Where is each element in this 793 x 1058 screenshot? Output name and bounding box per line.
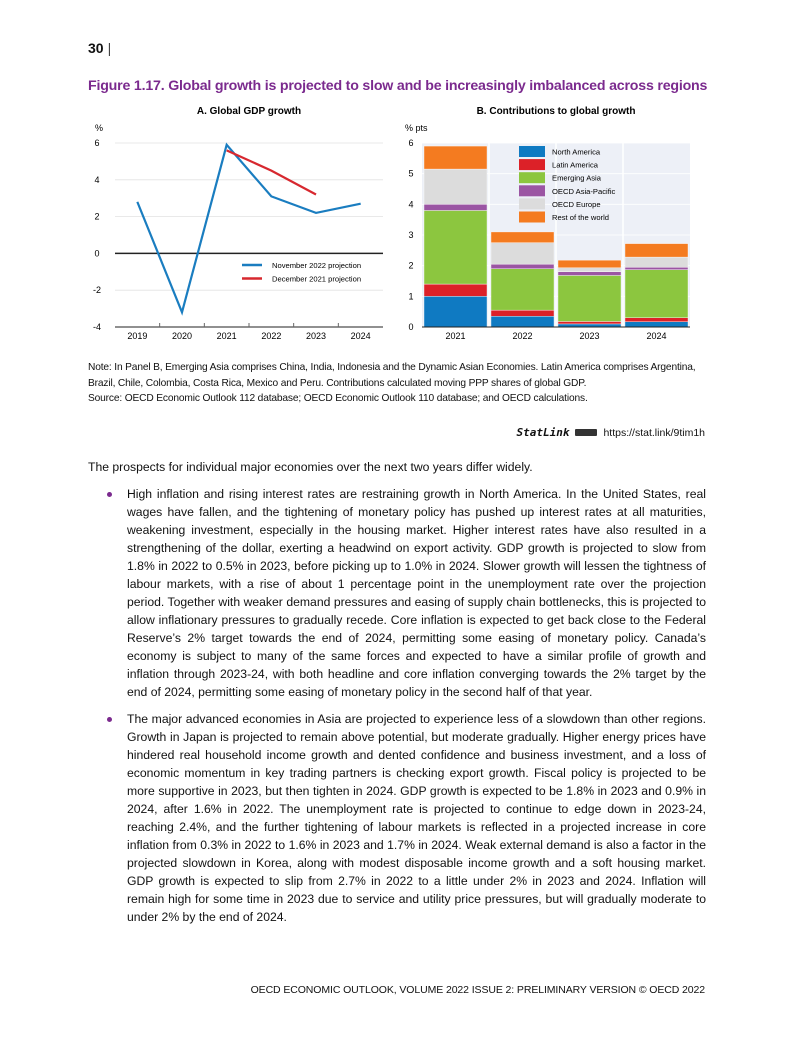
figure-title: Figure 1.17. Global growth is projected to slow and be increasingly imbalanced across regions <box>88 78 708 94</box>
legend-label: December 2021 projection <box>272 274 362 284</box>
y-tick-label: -4 <box>92 322 102 332</box>
bullet-text: High inflation and rising interest rates are restraining growth in North America. In the United States, real wages have fallen, and the tightening of monetary policy has pushed up interest rates at all maturities, weakening investment, especially in the housing market. Higher interest rates have also resulted in a strengthening of the dollar, exerting a headwind on export activity. GDP growth is projected to slow from 1.8% in 2022 to 0.5% in 2023, before picking up to 1.0% in 2024. Slower growth will lessen the tightness of labour markets, with a rise of about 1 percentage point in the unemployment rate over the projection period. Together with weaker demand pressures and easing of supply chain bottlenecks, this is projected to allow inflationary pressures to gradually recede. Core inflation is expected to get back close to the Federal Reserve’s 2% target towards the end of 2024, permitting some easing of monetary policy. Canada’s economy is subject to many of the same forces and expected to have a similar profile of growth and inflation through 2023-24, with both headline and core inflation converging towards the 2% target by the end of 2024, permitting some easing of monetary policy in the second half of that year. <box>127 487 706 699</box>
figure-note <box>88 360 708 407</box>
bullet-text: The major advanced economies in Asia are projected to experience less of a slowdown than other regions. Growth in Japan is projected to remain above potential, but moderate gradually. Higher energy prices have hindered real household income growth and dented confidence and business investment, and a loss of economic momentum in key trading partners is checking export growth. Fiscal policy is projected to be more supportive in 2023, but then tighten in 2024. GDP growth is expected to be 1.8% in 2023 and 0.9% in 2024, after 1.6% in 2022. The unemployment rate is projected to continue to edge down in 2023-24, reaching 2.4%, and the further tightening of labour markets is reflected in a projected increase in core inflation from 0.3% in 2022 to 1.6% in 2023 and 1.7% in 2024. Weak external demand is also a factor in the projected slowdown in Korea, along with modest disposable income growth and a soft housing market. GDP growth is expected to slip from 2.7% in 2022 to a little under 2% in 2023 and 2024. Inflation will remain high for some time in 2023 due to service and utility price pressures, but will gradually moderate to under 2% by the end of 2024. <box>127 712 706 924</box>
legend-label: Latin America <box>552 160 599 170</box>
legend-label: November 2022 projection <box>272 261 362 270</box>
bar-segment-oecd-europe <box>491 243 554 264</box>
page-number-text: 30 <box>88 40 104 56</box>
x-tick-label: 2021 <box>445 331 466 341</box>
bar-segment-oecd-asia-pacific <box>625 267 688 269</box>
legend-swatch <box>519 212 545 223</box>
x-tick-label: 2023 <box>579 331 600 341</box>
x-tick-label: 2021 <box>216 331 237 341</box>
y-tick-label: 3 <box>408 230 414 240</box>
legend-swatch <box>519 146 545 157</box>
y-tick-label: 1 <box>408 291 414 302</box>
page-separator: | <box>107 40 112 56</box>
bar-segment-latin-america <box>625 318 688 322</box>
bar-segment-oecd-europe <box>424 169 487 204</box>
legend-label: North America <box>552 147 601 157</box>
bullet-icon <box>107 492 112 497</box>
page-number <box>88 40 111 56</box>
legend-swatch <box>519 159 545 170</box>
y-axis-label: % <box>95 123 104 133</box>
chart-contributions-to-growth <box>395 100 705 345</box>
y-tick-label: 0 <box>94 248 100 259</box>
statlink-logo-icon <box>575 429 597 436</box>
intro-paragraph: The prospects for individual major economies over the next two years differ widely. <box>88 460 533 474</box>
x-tick-label: 2024 <box>646 331 667 341</box>
bar-segment-oecd-asia-pacific <box>424 204 487 210</box>
bar-segment-emerging-asia <box>491 269 554 310</box>
y-tick-label: 6 <box>408 138 414 148</box>
legend-label: OECD Asia-Pacific <box>552 186 616 196</box>
bar-segment-north-america <box>625 322 688 327</box>
chart-title: A. Global GDP growth <box>196 106 302 117</box>
bar-segment-latin-america <box>491 310 554 316</box>
bar-segment-rest-of-the-world <box>491 232 554 243</box>
bullet-north-america <box>88 485 706 701</box>
x-tick-label: 2022 <box>512 331 533 341</box>
bar-segment-emerging-asia <box>424 210 487 284</box>
bar-segment-oecd-asia-pacific <box>558 272 621 276</box>
chart-global-gdp-growth <box>85 100 390 345</box>
source-text: Source: OECD Economic Outlook 112 database; OECD Economic Outlook 110 database; and OECD calculations. <box>88 393 588 404</box>
bar-segment-rest-of-the-world <box>558 260 621 268</box>
bullet-asia <box>88 710 706 926</box>
y-tick-label: 2 <box>94 211 100 222</box>
y-tick-label: 4 <box>408 199 414 210</box>
statlink-url[interactable]: https://stat.link/9tim1h <box>603 426 705 439</box>
bullet-icon <box>107 717 112 722</box>
x-tick-label: 2020 <box>171 331 193 341</box>
chart-title: B. Contributions to global growth <box>476 106 636 117</box>
y-tick-label: 5 <box>408 168 414 179</box>
bar-segment-latin-america <box>424 284 487 296</box>
legend-swatch <box>519 185 545 196</box>
legend-swatch <box>519 172 545 183</box>
legend-label: Rest of the world <box>552 213 609 222</box>
x-tick-label: 2019 <box>127 331 148 341</box>
bar-segment-oecd-europe <box>625 257 688 267</box>
y-tick-label: -2 <box>92 285 102 296</box>
bar-segment-emerging-asia <box>625 270 688 318</box>
x-tick-label: 2024 <box>350 331 371 341</box>
legend-label: Emerging Asia <box>552 173 601 183</box>
bar-segment-oecd-asia-pacific <box>491 264 554 269</box>
body-text <box>88 458 706 935</box>
bar-segment-rest-of-the-world <box>424 146 487 169</box>
y-tick-label: 2 <box>408 260 414 271</box>
bar-segment-rest-of-the-world <box>625 244 688 257</box>
note-text: Note: In Panel B, Emerging Asia comprises China, India, Indonesia and the Dynamic Asian Economies. Latin America comprises Argentina, Brazil, Chile, Colombia, Costa Rica, Mexico and Peru. Contributions calculated moving PPP shares of global GDP. <box>88 362 696 389</box>
series-line-1 <box>227 150 316 194</box>
bar-segment-north-america <box>424 296 487 327</box>
x-tick-label: 2022 <box>261 331 282 341</box>
bar-segment-latin-america <box>558 321 621 323</box>
y-tick-label: 0 <box>408 322 414 332</box>
series-line-0 <box>137 145 360 312</box>
bar-segment-emerging-asia <box>558 275 621 321</box>
bar-segment-north-america <box>491 316 554 327</box>
y-tick-label: 4 <box>94 174 100 185</box>
bar-segment-oecd-europe <box>558 268 621 272</box>
statlink-label: StatLink <box>516 426 570 439</box>
legend-label: OECD Europe <box>552 199 601 209</box>
y-tick-label: 6 <box>94 138 100 148</box>
page-footer: OECD ECONOMIC OUTLOOK, VOLUME 2022 ISSUE 2: PRELIMINARY VERSION © OECD 2022 <box>250 984 705 996</box>
x-tick-label: 2023 <box>305 331 327 341</box>
y-axis-label: % pts <box>405 123 428 133</box>
statlink[interactable] <box>516 426 705 439</box>
bullet-list <box>88 485 706 926</box>
legend-swatch <box>519 198 545 209</box>
